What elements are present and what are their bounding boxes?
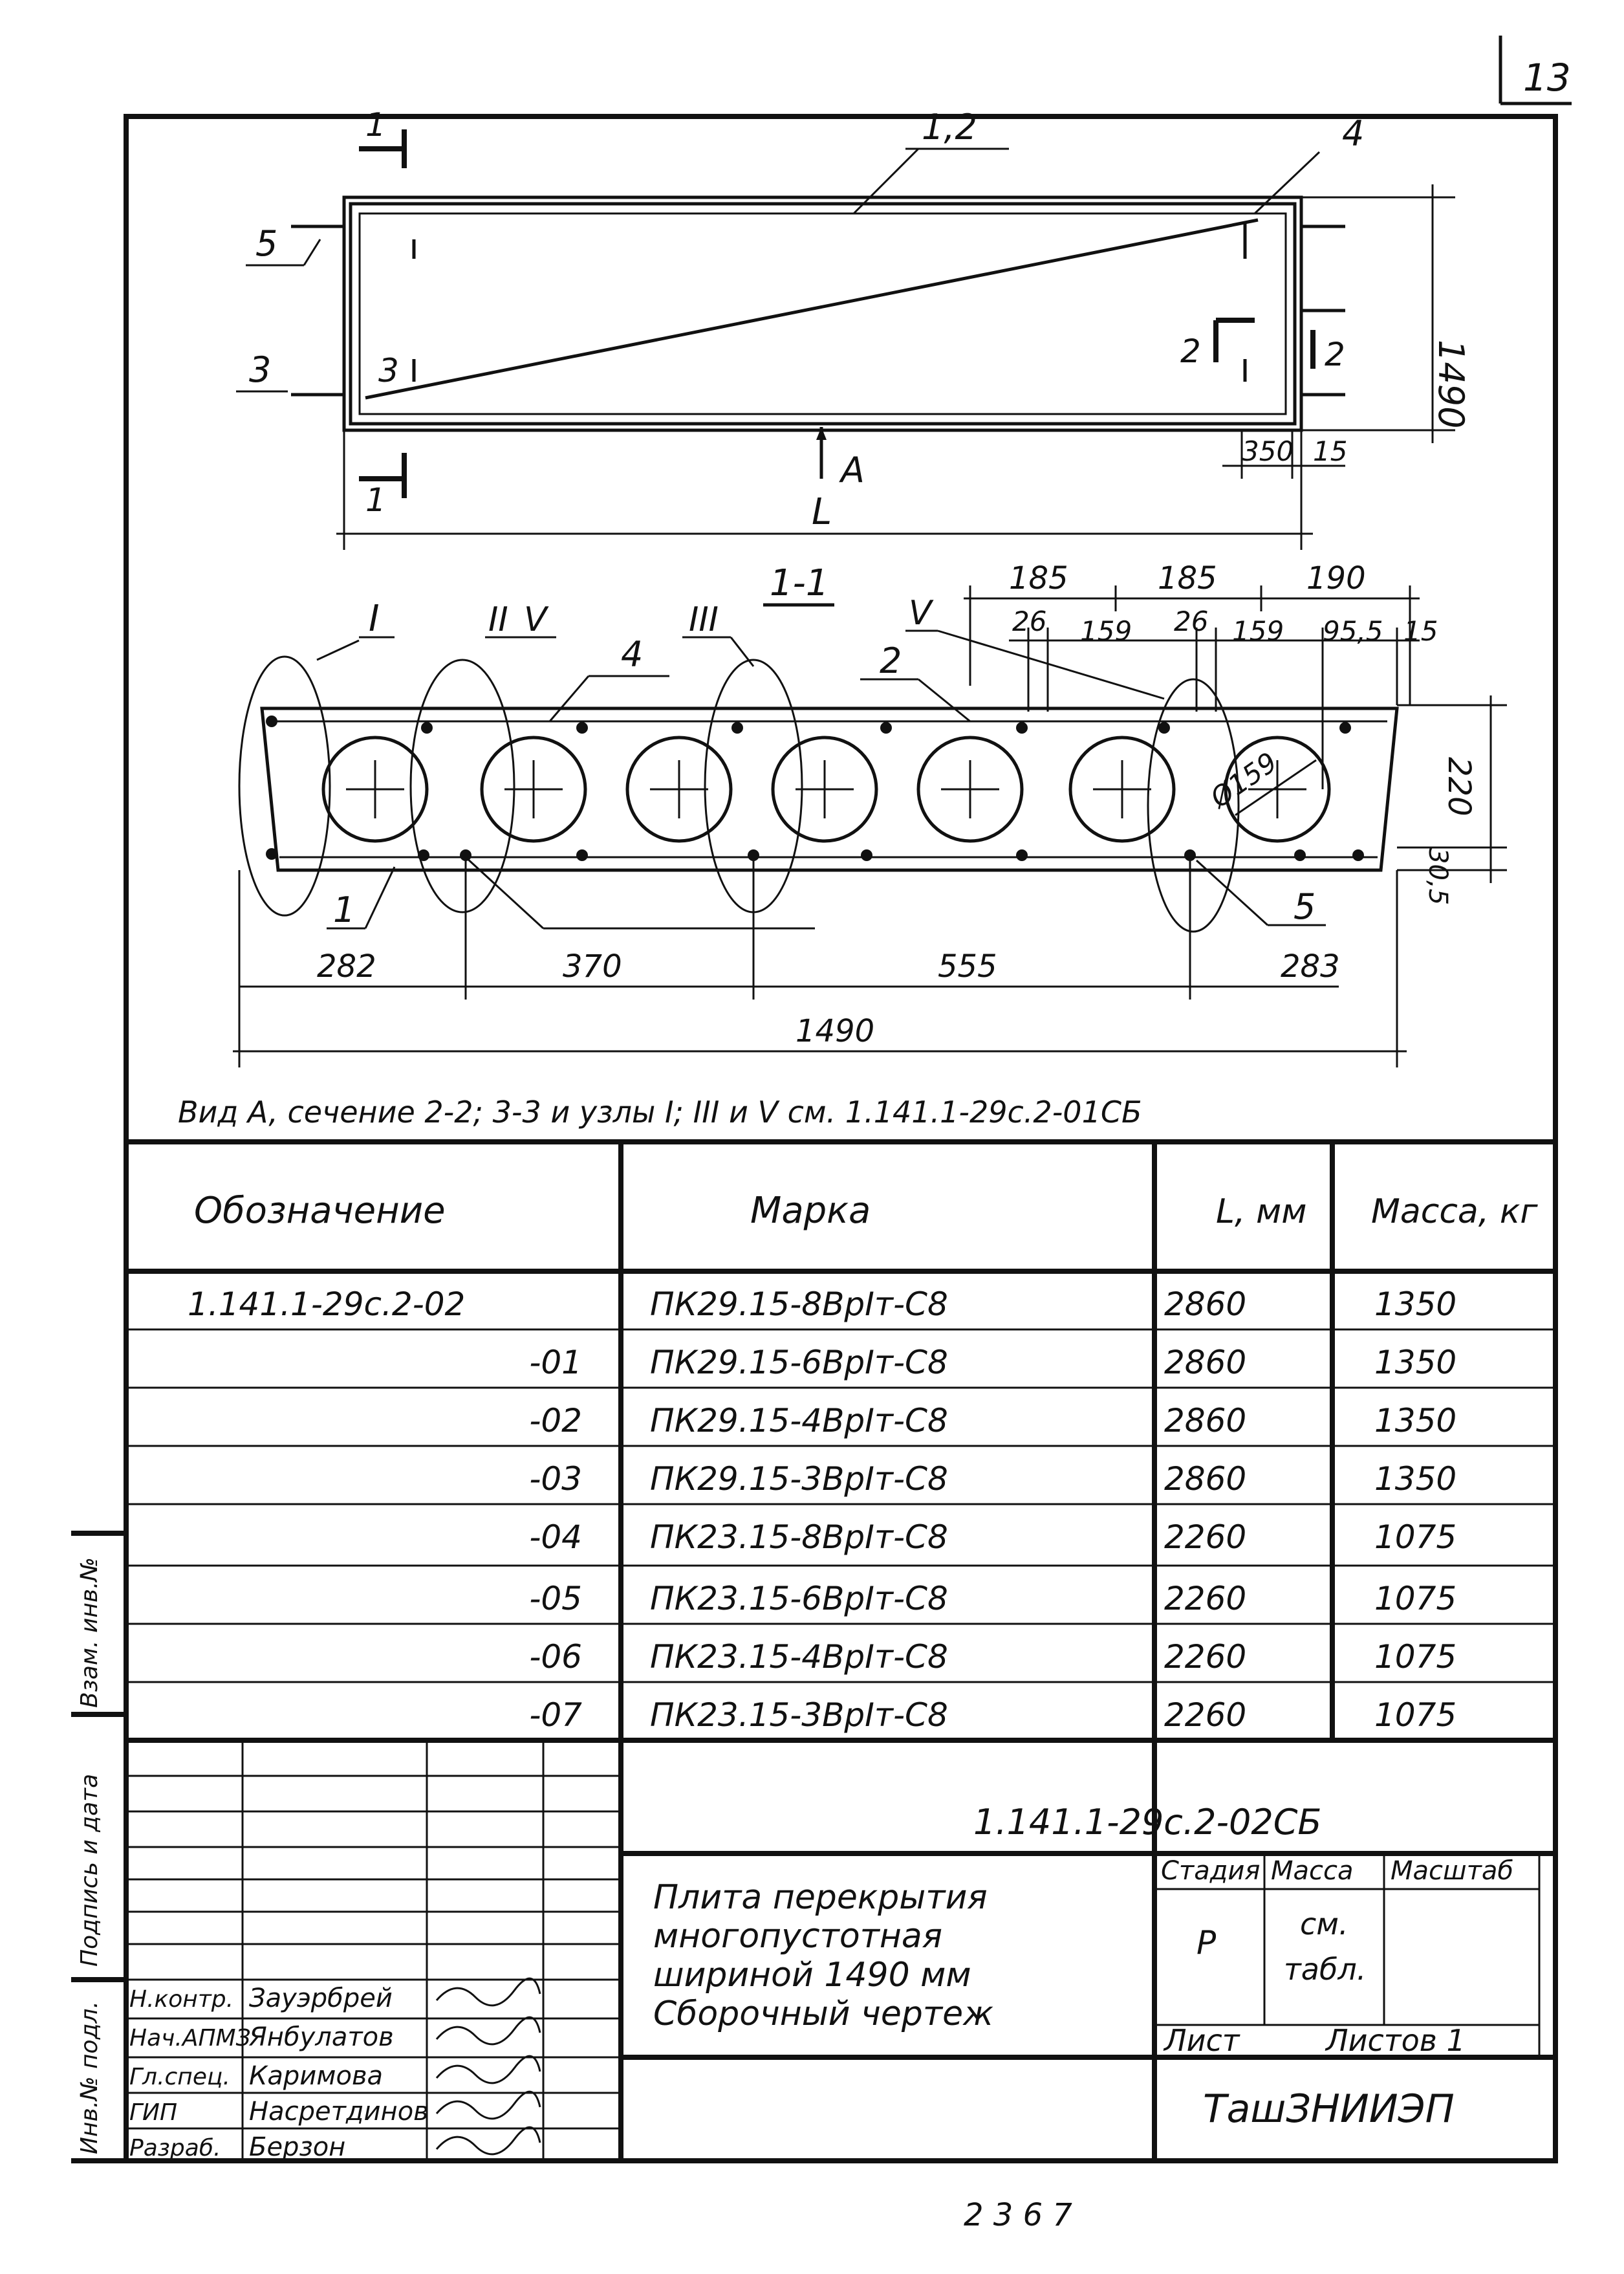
signature-scribble (437, 2017, 540, 2044)
dim-bottom-283: 283 (1281, 948, 1340, 985)
organization: ТашЗНИИЭП (1203, 2086, 1455, 2132)
cell-designation: -01 (529, 1344, 582, 1381)
cell-mark: ПК23.15-6ВрIт-С8 (650, 1580, 948, 1617)
sheet-number: 13 (1523, 56, 1571, 100)
plan-dim-l: L (812, 491, 832, 533)
dim-bottom-555: 555 (938, 948, 997, 985)
dim-top-15: 15 (1403, 615, 1438, 647)
section-mark-1-top: 1 (365, 106, 386, 144)
table-row (529, 1402, 1456, 1439)
void-diameter: Ø159 (1204, 746, 1283, 814)
cell-mark: ПК29.15-8ВрIт-С8 (650, 1285, 948, 1323)
node-label-ii: II (488, 600, 508, 639)
header-designation: Обозначение (194, 1190, 446, 1232)
signature-row (129, 2127, 540, 2162)
cell-designation: -05 (529, 1580, 582, 1617)
person-role: Разраб. (129, 2135, 221, 2161)
signature-row (129, 2092, 540, 2126)
title-line-3: шириной 1490 мм (653, 1956, 971, 1995)
table-row (529, 1580, 1456, 1617)
section-mark-2-outer: 2 (1325, 336, 1345, 373)
header-length: L, мм (1216, 1192, 1307, 1231)
section-callout-2: 2 (880, 640, 902, 681)
side-label-signature: Подпись и дата (76, 1773, 103, 1967)
node-label-v-2: V (909, 594, 932, 633)
title-line-1: Плита перекрытия (653, 1878, 988, 1917)
cell-mark: ПК29.15-6ВрIт-С8 (650, 1344, 948, 1381)
section-callout-1: 1 (333, 890, 356, 930)
doc-code: 1.141.1-29с.2-02СБ (973, 1802, 1322, 1842)
dim-top-26-b: 26 (1174, 606, 1209, 637)
signature-scribble (437, 2092, 540, 2119)
dim-top-95-5: 95,5 (1323, 615, 1383, 647)
stage-label: Стадия (1161, 1856, 1261, 1886)
node-ellipse-1 (239, 657, 330, 915)
signature-scribble (437, 2127, 540, 2154)
cell-mark: ПК23.15-4ВрIт-С8 (650, 1638, 948, 1676)
mass-label: Масса (1271, 1856, 1354, 1886)
stage-value: Р (1196, 1924, 1217, 1962)
node-label-v-1: V (524, 600, 547, 639)
mass-value-1: см. (1300, 1907, 1348, 1941)
plan-dim-15: 15 (1313, 435, 1348, 467)
table-row (529, 1344, 1456, 1381)
scale-label: Масштаб (1391, 1856, 1514, 1886)
sheet-label: Лист (1164, 2023, 1240, 2058)
plan-dim-1490: 1490 (1431, 340, 1471, 429)
bottom-number: 2 3 6 7 (964, 2197, 1072, 2233)
cell-designation: -06 (529, 1638, 582, 1676)
cell-designation: -02 (529, 1402, 582, 1439)
table-row (529, 1518, 1456, 1556)
reference-note: Вид A, сечение 2-2; 3-3 и узлы I; III и V см. 1.141.1-29с.2-01СБ (178, 1095, 1142, 1130)
voids (323, 738, 1329, 841)
dim-top-185-a: 185 (1009, 560, 1068, 596)
table-row (529, 1460, 1456, 1498)
cell-mass: 1350 (1374, 1460, 1457, 1498)
dim-top-190: 190 (1306, 560, 1366, 596)
cell-length: 2860 (1164, 1460, 1247, 1498)
cell-length: 2860 (1164, 1402, 1247, 1439)
cell-length: 2260 (1164, 1580, 1247, 1617)
cell-designation: 1.141.1-29с.2-02 (188, 1285, 466, 1323)
callout-3-inner: 3 (378, 352, 399, 389)
cell-mass: 1075 (1374, 1518, 1457, 1556)
dim-bottom-370: 370 (563, 948, 622, 985)
dim-bottom-282: 282 (317, 948, 376, 985)
dim-top-159-a: 159 (1080, 615, 1132, 647)
plan-dim-350: 350 (1242, 435, 1294, 467)
cell-mass: 1350 (1374, 1285, 1457, 1323)
person-name: Берзон (249, 2132, 346, 2162)
cell-mark: ПК29.15-3ВрIт-С8 (650, 1460, 948, 1498)
dim-right-220: 220 (1441, 757, 1477, 816)
dim-top-26-a: 26 (1012, 606, 1047, 637)
callout-4: 4 (1342, 113, 1365, 154)
cell-length: 2260 (1164, 1518, 1247, 1556)
cell-mark: ПК23.15-8ВрIт-С8 (650, 1518, 948, 1556)
cell-length: 2860 (1164, 1344, 1247, 1381)
node-label-i: I (369, 598, 380, 640)
view-arrow-a: A (841, 450, 865, 490)
diagonal-line (365, 220, 1258, 398)
person-name: Насретдинов (249, 2097, 429, 2126)
signature-people (129, 1978, 540, 2162)
dim-right-30-5: 30,5 (1423, 847, 1453, 906)
callout-3-left: 3 (249, 349, 272, 390)
cell-mass: 1350 (1374, 1344, 1457, 1381)
section-callout-5: 5 (1294, 886, 1316, 927)
person-role: Нач.АПМЗ (129, 2025, 251, 2051)
sheet-number-box (1500, 36, 1572, 104)
person-name: Зауэрбрей (249, 1984, 393, 2013)
section-mark-1-bottom: 1 (365, 481, 386, 519)
signature-row (129, 2056, 540, 2091)
header-mass: Масса, кг (1371, 1192, 1538, 1231)
mass-value-2: табл. (1284, 1952, 1367, 1987)
cell-length: 2860 (1164, 1285, 1247, 1323)
section-mark-2-inner: 2 (1180, 333, 1201, 370)
cell-mass: 1350 (1374, 1402, 1457, 1439)
side-label-inv: Инв.№ подл. (76, 2001, 103, 2154)
cell-mark: ПК29.15-4ВрIт-С8 (650, 1402, 948, 1439)
table-row (529, 1696, 1456, 1734)
person-role: ГИП (129, 2099, 178, 2126)
dim-total-1490: 1490 (796, 1013, 875, 1049)
signature-scribble (437, 1978, 540, 2006)
table-rows (188, 1285, 1456, 1734)
cell-designation: -07 (529, 1696, 582, 1734)
cell-mass: 1075 (1374, 1696, 1457, 1734)
title-line-4: Сборочный чертеж (653, 1995, 993, 2033)
callout-1-2: 1,2 (922, 107, 977, 148)
person-role: Н.контр. (129, 1986, 234, 2013)
cell-mass: 1075 (1374, 1580, 1457, 1617)
person-role: Гл.спец. (129, 2064, 230, 2090)
person-name: Каримова (249, 2061, 384, 2091)
section-callout-4: 4 (621, 634, 644, 675)
node-label-iii: III (689, 600, 719, 639)
cell-length: 2260 (1164, 1638, 1247, 1676)
dim-top-185-b: 185 (1158, 560, 1217, 596)
title-line-2: многопустотная (653, 1917, 943, 1956)
table-row (529, 1638, 1456, 1676)
section-title: 1-1 (770, 562, 829, 604)
cell-mass: 1075 (1374, 1638, 1457, 1676)
signature-row (129, 2017, 540, 2052)
cell-mark: ПК23.15-3ВрIт-С8 (650, 1696, 948, 1734)
callout-5: 5 (255, 223, 278, 264)
section-view (233, 560, 1507, 1067)
side-label-replace: Взам. инв.№ (76, 1557, 103, 1708)
signature-scribble (437, 2056, 540, 2083)
cell-length: 2260 (1164, 1696, 1247, 1734)
sheets-label: Листов 1 (1326, 2023, 1466, 2058)
table-row (188, 1285, 1456, 1323)
cell-designation: -03 (529, 1460, 582, 1498)
cell-designation: -04 (529, 1518, 582, 1556)
person-name: Янбулатов (249, 2022, 394, 2052)
header-mark: Марка (750, 1190, 871, 1232)
plan-view (236, 106, 1471, 550)
dim-top-159-b: 159 (1232, 615, 1284, 647)
signature-row (129, 1978, 540, 2013)
